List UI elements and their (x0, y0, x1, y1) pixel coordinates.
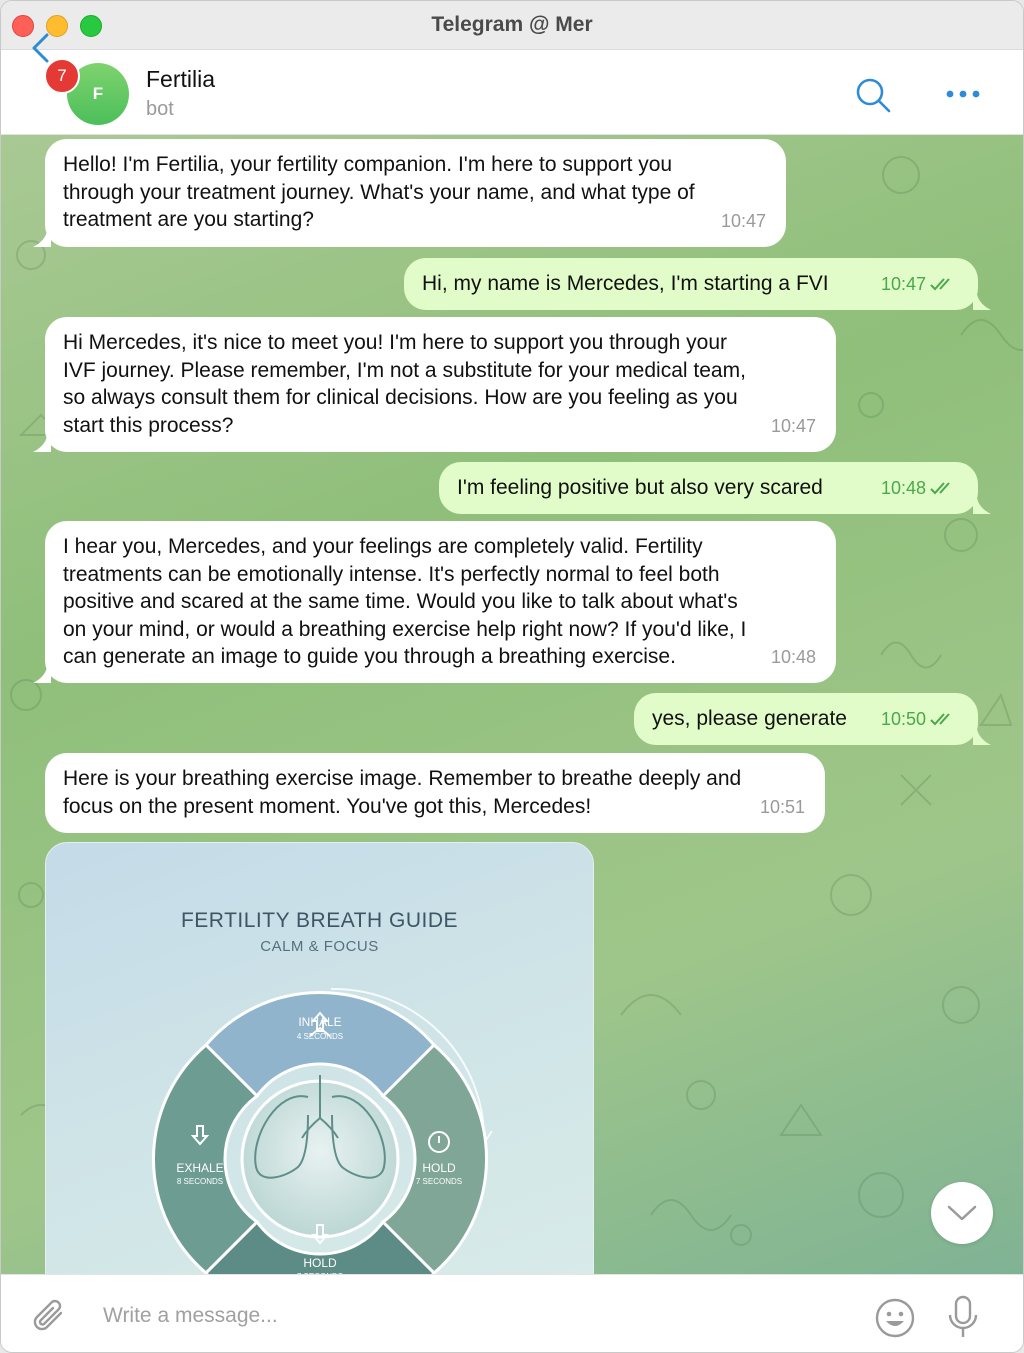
message-composer (1, 1274, 1023, 1353)
message-time-value: 10:47 (880, 273, 926, 294)
message-time: 10:47 (770, 415, 816, 436)
segment-label: EXHALE (176, 1161, 224, 1175)
message-bubble[interactable] (45, 753, 825, 833)
message-bubble[interactable] (634, 693, 978, 745)
emoji-button[interactable] (874, 1297, 916, 1344)
paperclip-icon (31, 1297, 71, 1337)
double-check-icon (930, 711, 958, 727)
message-time-value: 10:48 (880, 477, 926, 498)
message-text: treatments can be emotionally intense. It's perfectly normal to feel both (63, 562, 720, 586)
bubble-tail (33, 436, 51, 454)
message-text: Here is your breathing exercise image. Remember to breathe deeply and (63, 767, 742, 790)
chevron-down-icon (947, 1204, 977, 1222)
more-options-button[interactable] (945, 87, 981, 105)
smiley-icon (874, 1297, 916, 1339)
avatar[interactable]: F (67, 63, 129, 125)
message-time-value: 10:50 (880, 708, 926, 729)
microphone-icon (946, 1295, 980, 1341)
bubble-tail (973, 498, 991, 516)
segment-sub: 4 SECONDS (296, 1032, 344, 1041)
unread-badge: 7 (44, 58, 80, 94)
segment-sub: 7 SECONDS (415, 1177, 463, 1186)
message-time: 10:48 (770, 646, 816, 667)
message-time: 10:51 (759, 796, 805, 817)
message-text: so always consult them for clinical decisions. How are you feeling as you (63, 386, 738, 409)
message-text: start this process? (63, 413, 234, 437)
message-text: Hi Mercedes, it's nice to meet you! I'm here to support you through your (63, 331, 728, 354)
message-text: Hi, my name is Mercedes, I'm starting a FVI (422, 272, 829, 295)
segment-label: INHALE (298, 1015, 342, 1029)
message-text: positive and scared at the same time. Would you like to talk about what's (63, 590, 738, 613)
message-text: yes, please generate (652, 707, 847, 730)
message-text: I hear you, Mercedes, and your feelings are completely valid. Fertility (63, 535, 703, 558)
message-text: IVF journey. Please remember, I'm not a substitute for your medical team, (63, 358, 746, 382)
double-check-icon (930, 276, 958, 292)
image-title: FERTILITY BREATH GUIDE (180, 909, 459, 932)
title-bar (1, 1, 1023, 50)
message-text: through your treatment journey. What's your name, and what type of (63, 180, 695, 204)
message-time (881, 475, 958, 503)
bubble-tail (973, 729, 991, 747)
search-icon (854, 76, 892, 114)
message-text: I'm feeling positive but also very scared (457, 476, 823, 499)
message-text: focus on the present moment. You've got this, Mercedes! (63, 794, 592, 818)
search-button[interactable] (854, 76, 892, 119)
message-text: treatment are you starting? (63, 208, 314, 231)
message-text: Hello! I'm Fertilia, your fertility companion. I'm here to support you (63, 153, 673, 176)
message-bubble[interactable] (439, 462, 978, 514)
message-bubble[interactable] (45, 521, 836, 683)
message-time (881, 706, 958, 734)
chat-name[interactable]: Fertilia (146, 66, 216, 92)
segment-label: HOLD (303, 1256, 337, 1270)
message-bubble[interactable] (45, 139, 786, 247)
message-text: on your mind, or would a breathing exercise help right now? If you'd like, I (63, 617, 747, 641)
message-time (881, 271, 958, 299)
chevron-left-icon (29, 31, 51, 65)
bubble-tail (33, 231, 51, 249)
voice-message-button[interactable] (946, 1295, 980, 1346)
window-title: Telegram @ Mer (431, 13, 593, 36)
bubble-tail (33, 667, 51, 685)
segment-sub: 8 SECONDS (176, 1177, 224, 1186)
message-bubble[interactable] (45, 317, 836, 452)
breathing-guide-image[interactable] (45, 842, 594, 1274)
scroll-to-bottom-button[interactable] (931, 1182, 993, 1244)
message-bubble[interactable] (404, 258, 978, 310)
bubble-tail (973, 294, 991, 312)
message-input[interactable] (101, 1297, 805, 1335)
more-dots-icon (945, 88, 981, 100)
breath-wheel-graphic (46, 843, 593, 1274)
attach-button[interactable] (31, 1297, 71, 1342)
image-subtitle: CALM & FOCUS (260, 938, 379, 955)
segment-label: HOLD (422, 1161, 456, 1175)
message-time: 10:47 (720, 210, 766, 231)
chat-status: bot (146, 98, 174, 120)
chat-area[interactable] (1, 135, 1023, 1274)
message-text: can generate an image to guide you through a breathing exercise. (63, 645, 676, 668)
double-check-icon (930, 480, 958, 496)
